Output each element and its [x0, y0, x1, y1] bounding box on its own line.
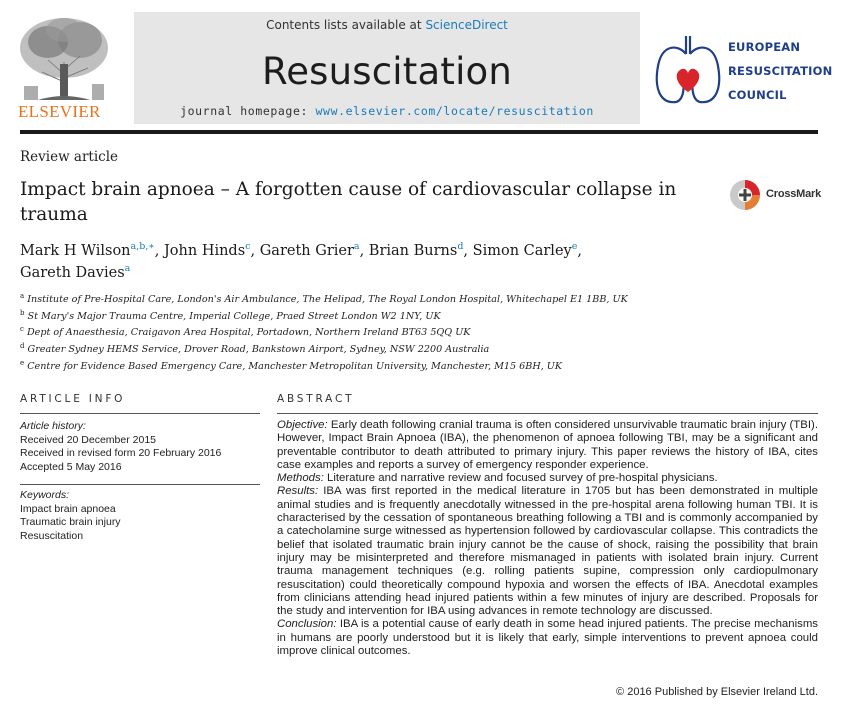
- homepage-line: [134, 104, 640, 118]
- author-affiliation-mark[interactable]: c: [245, 241, 251, 253]
- author-separator: ,: [154, 243, 164, 259]
- author-separator: ,: [577, 243, 582, 259]
- crossmark-button[interactable]: [728, 178, 822, 214]
- journal-title[interactable]: Resuscitation: [261, 50, 513, 93]
- keywords-rule: [20, 484, 260, 485]
- article-type: Review article: [20, 149, 119, 165]
- abstract-heading: ABSTRACT: [277, 393, 355, 405]
- abstract-lead: Results:: [277, 485, 319, 498]
- keywords-label: Keywords:: [20, 489, 70, 501]
- abstract-lead: Objective:: [277, 419, 328, 431]
- history-item: Received 20 December 2015: [20, 433, 156, 446]
- history-label: Article history:: [20, 420, 86, 432]
- article-history: [20, 420, 260, 474]
- article-info-rule: [20, 413, 260, 414]
- affiliation-item: [20, 323, 720, 340]
- sciencedirect-link[interactable]: ScienceDirect: [425, 18, 508, 32]
- affiliation-text: St Mary's Major Trauma Centre, Imperial College, Praed Street London W2 1NY, UK: [27, 310, 441, 322]
- homepage-prefix: journal homepage:: [180, 104, 316, 118]
- author-name[interactable]: Simon Carley: [472, 243, 572, 259]
- author-name[interactable]: Gareth Davies: [20, 265, 125, 281]
- abstract-lead: Conclusion:: [277, 618, 337, 631]
- copyright-notice: © 2016 Published by Elsevier Ireland Ltd.: [616, 686, 818, 698]
- affiliation-item: [20, 290, 720, 307]
- erc-line-1: EUROPEAN: [728, 40, 801, 54]
- affiliation-mark: c: [20, 325, 24, 334]
- abstract-rule: [277, 413, 818, 414]
- author-separator: ,: [359, 243, 369, 259]
- article-title: Impact brain apnoea – A forgotten cause of cardiovascular collapse in trauma: [20, 179, 677, 225]
- history-item: Accepted 5 May 2016: [20, 460, 122, 473]
- affiliation-text: Dept of Anaesthesia, Craigavon Area Hospital, Portadown, Northern Ireland BT63 5QQ UK: [26, 327, 471, 339]
- affiliation-mark: a: [20, 292, 25, 300]
- affiliation-mark: b: [20, 308, 25, 317]
- crossmark-icon: [728, 178, 762, 212]
- affiliation-text: Centre for Evidence Based Emergency Care, Manchester Metropolitan University, Manchester, M15 6BH, UK: [27, 360, 563, 372]
- abstract-body: [277, 419, 818, 658]
- affiliation-item: [20, 307, 720, 324]
- abstract-text: IBA is a potential cause of early death in some head injured patients. The precise mechanisms in humans are poorly understood but it is likely that early, simple interventions to prevent apnoea could improve clinical outcomes.: [277, 618, 818, 658]
- abstract-text: IBA was first reported in the medical literature in 1705 but has been demonstrated in multiple animal studies and is frequently anecdotally witnessed in the pre-hospital arena following human TBI. It is characterised by the cessation of spontaneous breathing following a TBI and is commonly accompanied by a catecholamine surge witnessed as hypertension followed by cardiovascular collapse. This contradicts the belief that isolated traumatic brain injury cannot be the cause of shock, raising the possibility that brain injury may be misinterpreted and therefore mismanaged in patients with isolated brain injury. Current trauma management techniques (e.g. rolling patients supine, compression only cardiopulmonary resuscitation) could theoretically compound hypoxia and worsen the effects of IBA. Anecdotal examples from clinicians attending head injured patients within a few minutes of injury are described. Proposals for the study and intervention for IBA using advances in remote technology are discussed.: [277, 485, 818, 618]
- journal-banner: [134, 12, 640, 124]
- affiliation-list: [20, 290, 720, 373]
- affiliation-mark: e: [20, 358, 25, 367]
- header-rule: [20, 130, 818, 134]
- history-item: Received in revised form 20 February 2016: [20, 447, 222, 459]
- affiliation-mark: d: [20, 342, 25, 351]
- affiliation-item: [20, 357, 720, 374]
- abstract-text: Literature and narrative review and focused survey of pre-hospital physicians.: [323, 472, 718, 485]
- affiliation-text: Institute of Pre-Hospital Care, London's Air Ambulance, The Helipad, The Royal London Hospital, Whitechapel E1 1BB, UK: [27, 294, 628, 306]
- keyword-item[interactable]: Impact brain apnoea: [20, 502, 116, 515]
- author-name[interactable]: Mark H Wilson: [20, 243, 131, 259]
- erc-line-3: COUNCIL: [728, 88, 787, 102]
- abstract-paragraph: [277, 472, 818, 485]
- author-separator: ,: [463, 243, 473, 259]
- keyword-item[interactable]: Traumatic brain injury: [20, 516, 121, 528]
- author-separator: ,: [250, 243, 260, 259]
- abstract-lead: Methods:: [277, 472, 324, 485]
- author-name[interactable]: Gareth Grier: [259, 243, 354, 259]
- abstract-paragraph: [277, 485, 818, 618]
- crossmark-label: CrossMark: [766, 188, 822, 200]
- elsevier-tree-icon: [8, 12, 120, 104]
- contents-line: [134, 18, 640, 32]
- affiliation-item: [20, 340, 720, 357]
- keywords-block: [20, 489, 260, 543]
- homepage-url-link[interactable]: www.elsevier.com/locate/resuscitation: [315, 104, 594, 118]
- erc-line-2: RESUSCITATION: [728, 64, 833, 78]
- lungs-heart-icon: [652, 30, 724, 116]
- keyword-item[interactable]: Resuscitation: [20, 529, 84, 542]
- abstract-text: Early death following cranial trauma is often considered unsurvivable traumatic brain injury (TBI). However, Impact Brain Apnoea (IBA), the phenomenon of apnoea following TBI, may be a significant and preventable contributor to death attributed to primary injury. This paper reviews the history of IBA, cites case examples and reports a survey of emergency responder experience.: [277, 419, 818, 471]
- author-list: [20, 240, 720, 284]
- author-name[interactable]: Brian Burns: [368, 243, 458, 259]
- abstract-paragraph: [277, 419, 818, 472]
- author-affiliation-mark[interactable]: d: [457, 241, 464, 253]
- affiliation-text: Greater Sydney HEMS Service, Drover Road, Bankstown Airport, Sydney, NSW 2200 Australia: [27, 344, 490, 356]
- author-affiliation-mark[interactable]: e: [571, 241, 578, 253]
- author-affiliation-mark[interactable]: a,b,∗: [130, 241, 155, 253]
- contents-prefix: Contents lists available at: [266, 18, 426, 32]
- author-name[interactable]: John Hinds: [163, 243, 246, 259]
- author-affiliation-mark[interactable]: a: [124, 263, 131, 275]
- article-info-heading: ARTICLE INFO: [20, 393, 126, 405]
- erc-logo[interactable]: [652, 30, 832, 116]
- abstract-paragraph: [277, 618, 818, 658]
- author-affiliation-mark[interactable]: a: [353, 241, 360, 253]
- elsevier-wordmark: ELSEVIER: [18, 102, 101, 121]
